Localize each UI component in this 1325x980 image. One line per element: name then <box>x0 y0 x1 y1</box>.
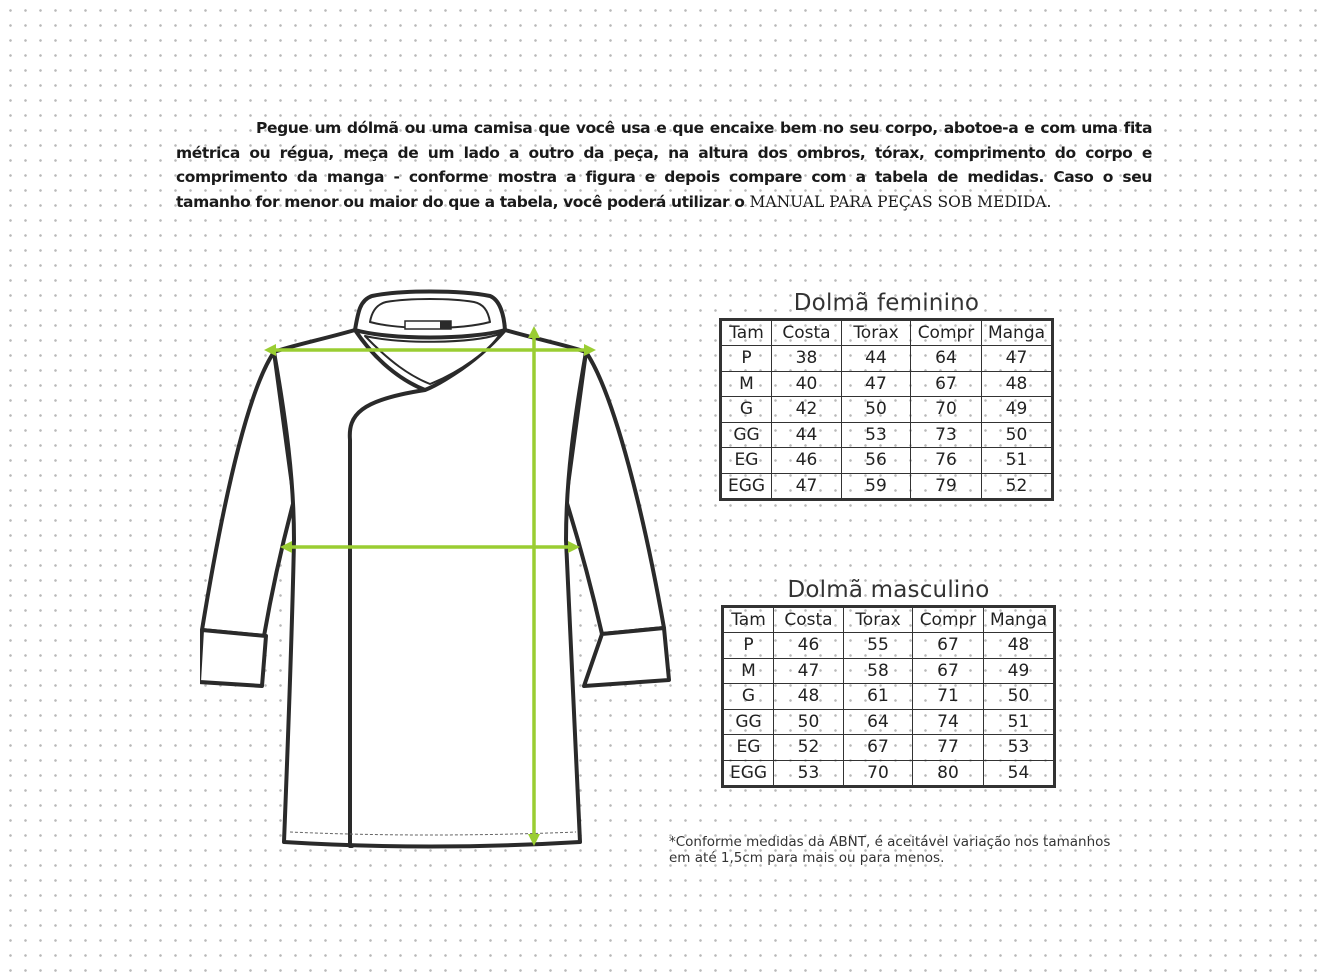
instructions-text: Pegue um dólmã ou uma camisa que você usa e que encaixe bem no seu corpo, abotoe-a e com uma fita métrica ou régua, meça de um lado a outro da peça, na altura dos ombros, tórax, comprimento do corpo e comprimento da manga - conforme mostra a figura e depois compare com a tabela de medidas. Caso o seu tamanho for menor ou maior do que a tabela, você poderá utilizar o <box>176 119 1152 211</box>
table-cell: EGG <box>721 473 772 500</box>
note-line-1: *Conforme medidas da ABNT, é aceitável variação nos tamanhos <box>669 834 1111 850</box>
table-row <box>723 760 1055 787</box>
note-line-2: em até 1,5cm para mais ou para menos. <box>669 850 945 866</box>
table-cell: 50 <box>982 422 1053 448</box>
table-cell: 56 <box>842 448 911 474</box>
table-cell: 59 <box>842 473 911 500</box>
table-title: Dolmã masculino <box>787 577 990 603</box>
table-row <box>721 473 1053 500</box>
table-cell: 80 <box>913 760 984 787</box>
table-cell: 44 <box>842 346 911 372</box>
column-header: Costa <box>772 320 842 346</box>
table-cell: 53 <box>842 422 911 448</box>
table-row <box>723 684 1055 710</box>
column-header: Tam <box>723 607 774 633</box>
table-row <box>721 422 1053 448</box>
size-table-masculino <box>721 577 1056 788</box>
table-cell: 42 <box>772 397 842 423</box>
table-cell: 47 <box>842 371 911 397</box>
table-cell: 47 <box>982 346 1053 372</box>
table-row <box>723 633 1055 659</box>
table-row <box>721 371 1053 397</box>
table-cell: 50 <box>984 684 1055 710</box>
manual-link-text: MANUAL PARA PEÇAS SOB MEDIDA. <box>749 192 1052 211</box>
table-cell: 52 <box>774 735 844 761</box>
table-cell: 52 <box>982 473 1053 500</box>
table-cell: 79 <box>911 473 982 500</box>
table-cell: 48 <box>774 684 844 710</box>
table-cell: GG <box>721 422 772 448</box>
table-cell: EG <box>723 735 774 761</box>
table-cell: 38 <box>772 346 842 372</box>
jacket-body <box>274 330 586 847</box>
table-cell: 44 <box>772 422 842 448</box>
table-cell: 47 <box>774 658 844 684</box>
table-cell: 64 <box>844 709 913 735</box>
table-cell: 46 <box>774 633 844 659</box>
table-cell: 70 <box>844 760 913 787</box>
left-cuff <box>200 630 266 686</box>
table-row <box>721 397 1053 423</box>
right-cuff <box>584 628 669 686</box>
table-cell: 51 <box>982 448 1053 474</box>
column-header: Compr <box>911 320 982 346</box>
table-cell: 67 <box>911 371 982 397</box>
table-cell: G <box>721 397 772 423</box>
instructions-paragraph <box>176 116 1152 214</box>
table-cell: P <box>723 633 774 659</box>
table-cell: P <box>721 346 772 372</box>
table-row <box>723 735 1055 761</box>
jacket-illustration <box>200 278 690 856</box>
table-cell: 67 <box>913 633 984 659</box>
table-cell: EG <box>721 448 772 474</box>
table-row <box>721 448 1053 474</box>
size-table <box>719 318 1054 501</box>
table-cell: 54 <box>984 760 1055 787</box>
table-cell: 48 <box>982 371 1053 397</box>
table-row <box>721 346 1053 372</box>
table-cell: 50 <box>842 397 911 423</box>
table-title: Dolmã feminino <box>793 290 980 316</box>
column-header: Tam <box>721 320 772 346</box>
table-cell: 53 <box>984 735 1055 761</box>
table-cell: 47 <box>772 473 842 500</box>
table-cell: 67 <box>913 658 984 684</box>
table-cell: EGG <box>723 760 774 787</box>
table-cell: 49 <box>982 397 1053 423</box>
column-header: Torax <box>842 320 911 346</box>
table-cell: 51 <box>984 709 1055 735</box>
table-cell: GG <box>723 709 774 735</box>
table-cell: 40 <box>772 371 842 397</box>
table-cell: 70 <box>911 397 982 423</box>
column-header: Torax <box>844 607 913 633</box>
table-cell: M <box>721 371 772 397</box>
table-row <box>723 709 1055 735</box>
table-header-row <box>721 320 1053 346</box>
table-cell: 61 <box>844 684 913 710</box>
abnt-note <box>669 834 1139 866</box>
table-cell: G <box>723 684 774 710</box>
table-cell: 73 <box>911 422 982 448</box>
table-cell: M <box>723 658 774 684</box>
column-header: Costa <box>774 607 844 633</box>
table-cell: 48 <box>984 633 1055 659</box>
column-header: Compr <box>913 607 984 633</box>
table-cell: 77 <box>913 735 984 761</box>
size-table <box>721 605 1056 788</box>
table-cell: 64 <box>911 346 982 372</box>
table-cell: 53 <box>774 760 844 787</box>
table-cell: 50 <box>774 709 844 735</box>
table-cell: 76 <box>911 448 982 474</box>
column-header: Manga <box>982 320 1053 346</box>
table-cell: 58 <box>844 658 913 684</box>
table-cell: 46 <box>772 448 842 474</box>
table-cell: 71 <box>913 684 984 710</box>
table-cell: 49 <box>984 658 1055 684</box>
table-cell: 55 <box>844 633 913 659</box>
column-header: Manga <box>984 607 1055 633</box>
table-header-row <box>723 607 1055 633</box>
table-row <box>723 658 1055 684</box>
table-cell: 74 <box>913 709 984 735</box>
size-table-feminino <box>719 290 1054 501</box>
table-cell: 67 <box>844 735 913 761</box>
